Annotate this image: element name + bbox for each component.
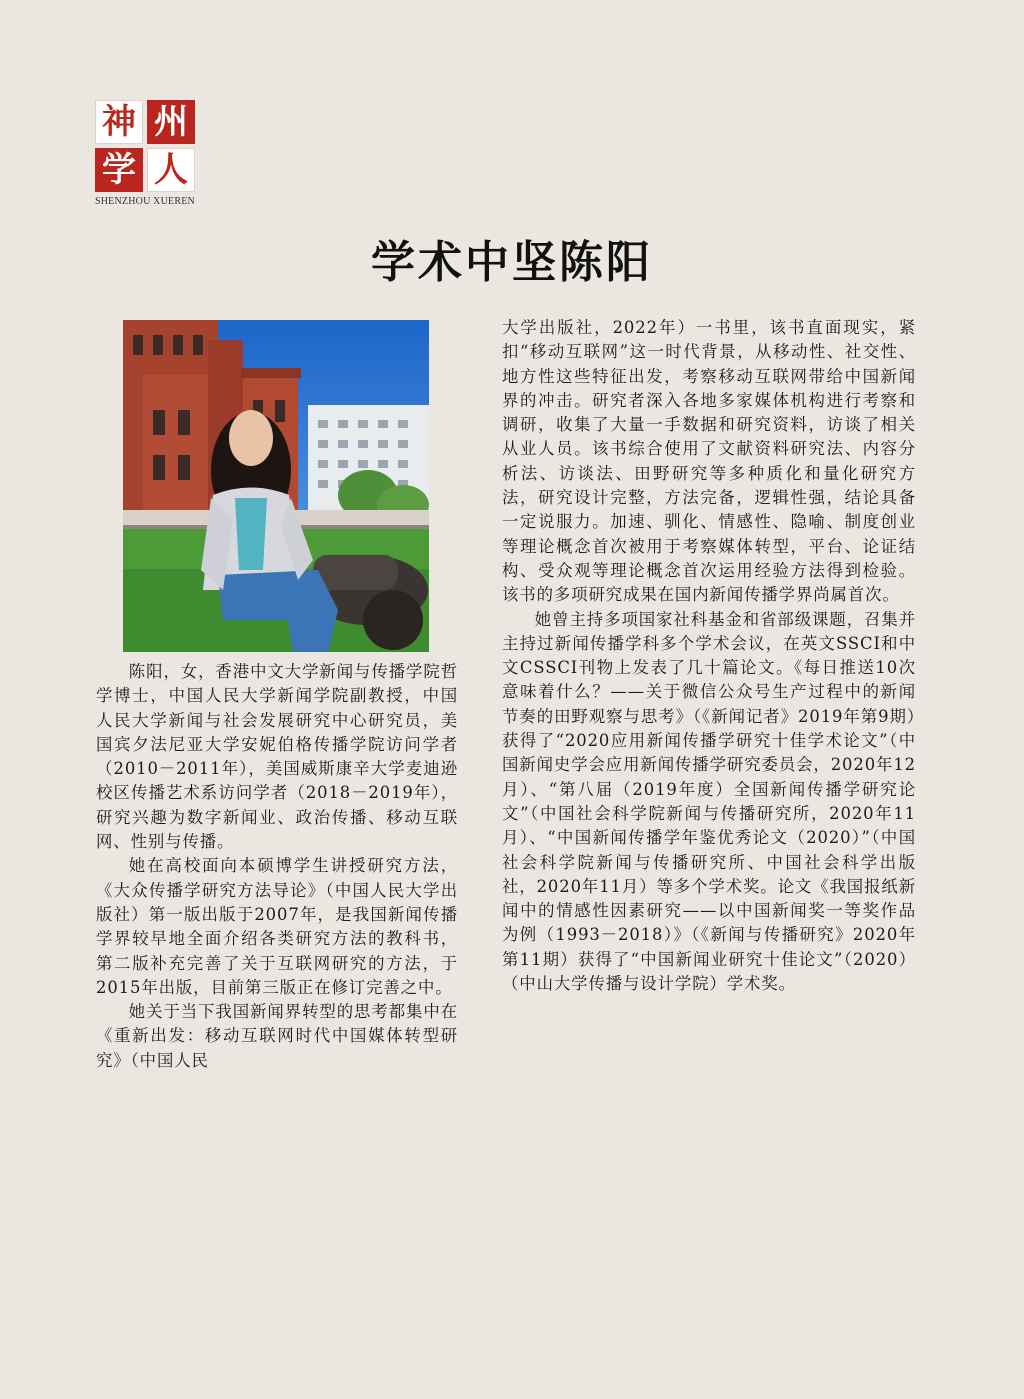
logo-grid	[95, 100, 195, 192]
article-column-left	[96, 660, 458, 1073]
logo-char-xue: 学	[95, 148, 143, 192]
article-paragraph: 她在高校面向本硕博学生讲授研究方法，《大众传播学研究方法导论》（中国人民大学出版社）第一版出版于2007年，是我国新闻传播学界较早地全面介绍各类研究方法的教科书，第二版补充完善了关于互联网研究的方法，于2015年出版，目前第三版正在修订完善之中。	[96, 856, 458, 997]
article-paragraph: 大学出版社，2022年）一书里，该书直面现实，紧扣“移动互联网”这一时代背景，从移动性、社交性、地方性这些特征出发，考察移动互联网带给中国新闻界的冲击。研究者深入各地多家媒体机构进行考察和调研，收集了大量一手数据和研究资料，访谈了相关从业人员。该书综合使用了文献资料研究法、内容分析法、访谈法、田野研究等多种质化和量化研究方法，研究设计完整，方法完备，逻辑性强，结论具备一定说服力。加速、驯化、情感性、隐喻、制度创业等理论概念首次被用于考察媒体转型，平台、论证结构、受众观等理论概念首次运用经验方法得到检验。该书的多项研究成果在国内新闻传播学界尚属首次。	[502, 318, 916, 605]
logo-subtitle: SHENZHOU XUEREN	[95, 196, 195, 207]
article-paragraph: 陈阳，女，香港中文大学新闻与传播学院哲学博士，中国人民大学新闻学院副教授，中国人民大学新闻与社会发展研究中心研究员，美国宾夕法尼亚大学安妮伯格传播学院访问学者（2010－2011年），美国威斯康辛大学麦迪逊校区传播艺术系访问学者（2018－2019年），研究兴趣为数字新闻业、政治传播、移动互联网、性别与传播。	[96, 662, 458, 852]
article-paragraph: 她关于当下我国新闻界转型的思考都集中在《重新出发：移动互联网时代中国媒体转型研究》（中国人民	[96, 1002, 458, 1070]
magazine-logo	[95, 100, 195, 207]
article-column-right	[502, 316, 916, 996]
logo-char-zhou: 州	[147, 100, 195, 144]
logo-char-ren: 人	[147, 148, 195, 192]
article-title: 学术中坚陈阳	[371, 237, 653, 288]
portrait-photo-icon	[123, 320, 429, 652]
article-paragraph: 她曾主持多项国家社科基金和省部级课题，召集并主持过新闻传播学科多个学术会议，在英文SSCI和中文CSSCI刊物上发表了几十篇论文。《每日推送10次意味着什么？——关于微信公众号生产过程中的新闻节奏的田野观察与思考》（《新闻记者》2019年第9期）获得了“2020应用新闻传播学研究十佳学术论文”（中国新闻史学会应用新闻传播学研究委员会，2020年12月）、“第八届（2019年度）全国新闻传播学研究论文”（中国社会科学院新闻与传播研究所，2020年11月）、“中国新闻传播学年鉴优秀论文（2020）”（中国社会科学院新闻与传播研究所、中国社会科学出版社，2020年11月）等多个学术奖。论文《我国报纸新闻中的情感性因素研究——以中国新闻奖一等奖作品为例（1993－2018）》（《新闻与传播研究》2020年第11期）获得了“中国新闻业研究十佳论文”（2020）（中山大学传播与设计学院）学术奖。	[502, 609, 916, 994]
portrait-illustration	[123, 320, 429, 652]
logo-char-shen: 神	[95, 100, 143, 144]
